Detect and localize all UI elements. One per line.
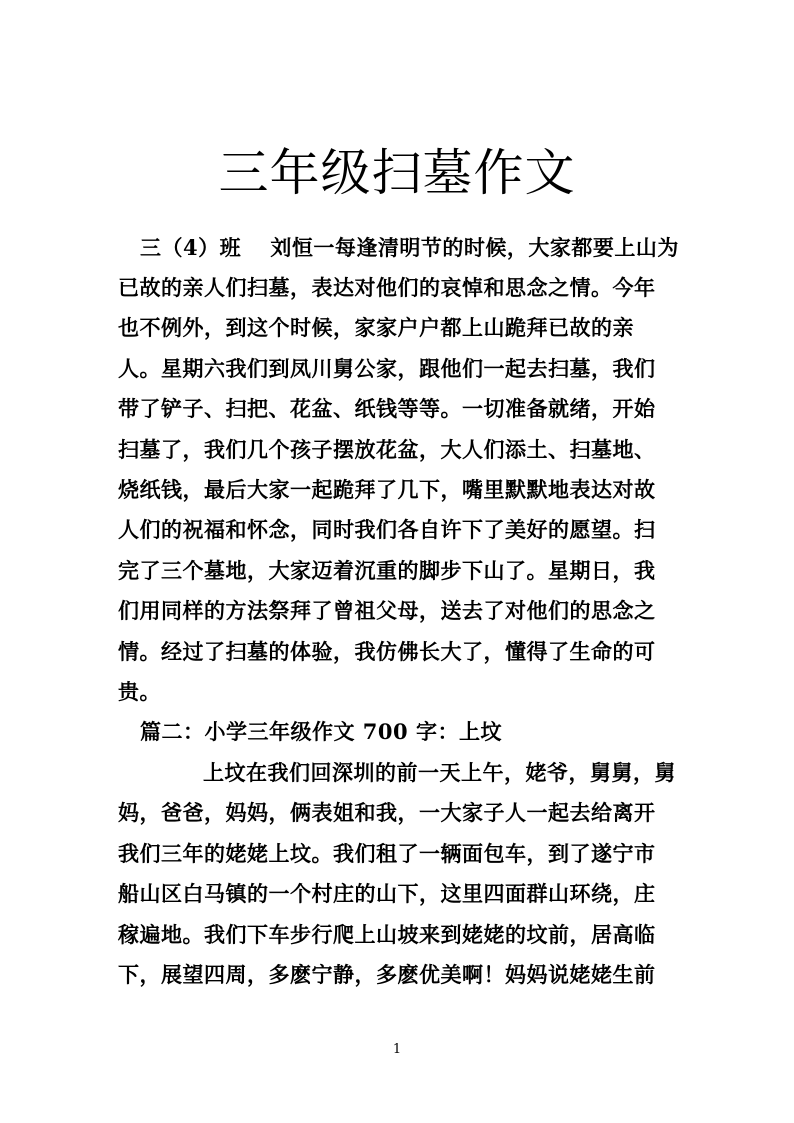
essay2-line-6: 下，展望四周，多麽宁静，多麽优美啊！妈妈说姥姥生前 (118, 962, 656, 987)
essay2-line-3: 我们三年的姥姥上坟。我们租了一辆面包车，到了遂宁市 (118, 841, 656, 866)
essay1-line-6: 扫墓了，我们几个孩子摆放花盆，大人们添土、扫墓地、 (118, 437, 656, 462)
essay1-line-4: 人。星期六我们到凤川舅公家，跟他们一起去扫墓，我们 (118, 356, 656, 381)
essay2-line-5: 稼遍地。我们下车步行爬上山坡来到姥姥的坟前，居高临 (118, 922, 656, 947)
essay1-line-1: 三（4）班 刘恒一每逢清明节的时候，大家都要上山为 (140, 235, 679, 260)
essay1-line-10: 们用同样的方法祭拜了曾祖父母，送去了对他们的思念之 (118, 598, 656, 623)
essay1-line-11: 情。经过了扫墓的体验，我仿佛长大了，懂得了生命的可 (118, 639, 656, 664)
essay2-line-2: 妈，爸爸，妈妈，俩表姐和我，一大家子人一起去给离开 (118, 800, 656, 825)
essay1-line-7: 烧纸钱，最后大家一起跪拜了几下，嘴里默默地表达对故 (118, 477, 656, 502)
page-number: 1 (392, 1042, 402, 1057)
essay1-line-2: 已故的亲人们扫墓，表达对他们的哀悼和思念之情。今年 (118, 275, 656, 300)
essay1-line-8: 人们的祝福和怀念，同时我们各自许下了美好的愿望。扫 (118, 517, 656, 542)
essay1-line-5: 带了铲子、扫把、花盆、纸钱等等。一切准备就绪，开始 (118, 396, 656, 421)
essay1-line-3: 也不例外，到这个时候，家家户户都上山跪拜已故的亲 (118, 315, 634, 340)
essay1-line-9: 完了三个墓地，大家迈着沉重的脚步下山了。星期日，我 (118, 558, 656, 583)
essay1-line-12: 贵。 (118, 679, 161, 704)
essay2-line-1: 上坟在我们回深圳的前一天上午，姥爷，舅舅，舅 (203, 760, 676, 785)
document-title: 三年级扫墓作文 (218, 144, 576, 202)
essay2-line-4: 船山区白马镇的一个村庄的山下，这里四面群山环绕，庄 (118, 881, 656, 906)
essay2-heading: 篇二：小学三年级作文 700 字：上坟 (140, 719, 502, 744)
